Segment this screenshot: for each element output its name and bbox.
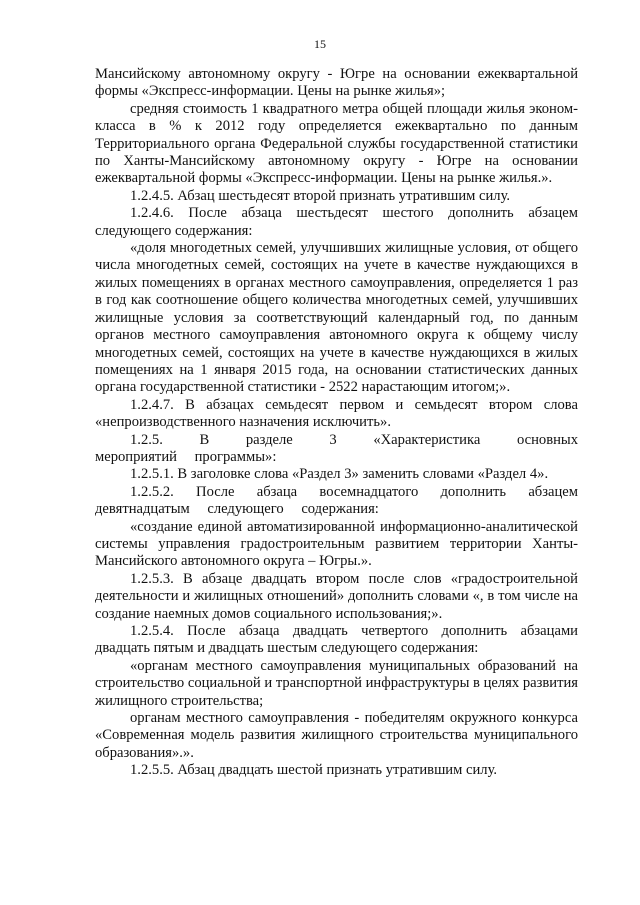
paragraph-1-2-4-7: 1.2.4.7. В абзацах семьдесят первом и семьдесят втором слова «непроизводственного назначения исключить». bbox=[95, 396, 578, 431]
paragraph-1-2-5-5: 1.2.5.5. Абзац двадцать шестой признать утратившим силу. bbox=[130, 762, 498, 779]
paragraph-1-2-4-6: 1.2.4.6. После абзаца шестьдесят шестого дополнить абзацем следующего содержания: bbox=[95, 205, 578, 239]
paragraph-continuation: Мансийскому автономному округу - Югре на основании ежеквартальной формы «Экспресс-информации. Цены на рынке жилья»; bbox=[95, 66, 578, 100]
paragraph-1-2-5-1: 1.2.5.1. В заголовке слова «Раздел 3» заменить словами «Раздел 4». bbox=[130, 466, 549, 483]
document-body bbox=[95, 66, 578, 780]
paragraph-large-families-share: «доля многодетных семей, улучшивших жилищные условия, от общего числа многодетных семей, состоящих на учете в качестве нуждающихся в жилых помещениях в органах местного самоуправления, определяется 1 раз в год как соотношение общего количества многодетных семей, улучшивших жилищные условия за соответствующий календарный год, по данным органов местного самоуправления автономного округа к общему числу многодетных семей, состоящих на учете в качестве нуждающихся в жилых помещениях на 1 января 2015 года, на основании статистических данных органа государственной статистики - 2522 нарастающим итогом;». bbox=[95, 240, 578, 396]
paragraph-local-authorities-infrastructure: «органам местного самоуправления муниципальных образований на строительство социальной и транспортной инфраструктуры в целях развития жилищного строительства; bbox=[95, 657, 578, 709]
paragraph-information-system: «создание единой автоматизированной информационно-аналитической системы управления градостроительным развитием территории Ханты-Мансийского автономного округа – Югры.». bbox=[95, 518, 578, 570]
paragraph-1-2-4-5: 1.2.4.5. Абзац шестьдесят второй признать утратившим силу. bbox=[130, 187, 511, 204]
paragraph-1-2-5: 1.2.5. В разделе 3 «Характеристика основных мероприятий программы»: bbox=[95, 431, 578, 465]
page-number: 15 bbox=[314, 37, 326, 51]
paragraph-contest-winners: органам местного самоуправления - победителям окружного конкурса «Современная модель развития жилищного строительства муниципального образования».». bbox=[95, 710, 578, 761]
paragraph-1-2-5-4: 1.2.5.4. После абзаца двадцать четвертого дополнить абзацами двадцать пятым и двадцать шестым следующего содержания: bbox=[95, 623, 578, 657]
paragraph-average-cost: средняя стоимость 1 квадратного метра общей площади жилья эконом-класса в % к 2012 году определяется ежеквартально по данным Территориального органа Федеральной службы государственной статистики по Ханты-Мансийскому автономному округу - Югре на основании ежеквартальной формы «Экспресс-информации. Цены на рынке жилья.». bbox=[95, 100, 578, 187]
paragraph-1-2-5-3: 1.2.5.3. В абзаце двадцать втором после слов «градостроительной деятельности и жилищных отношений» дополнить словами «, в том числе на создание наемных домов социального использования;». bbox=[95, 570, 578, 622]
paragraph-1-2-5-2: 1.2.5.2. После абзаца восемнадцатого дополнить абзацем девятнадцатым следующего содержания: bbox=[95, 483, 578, 518]
